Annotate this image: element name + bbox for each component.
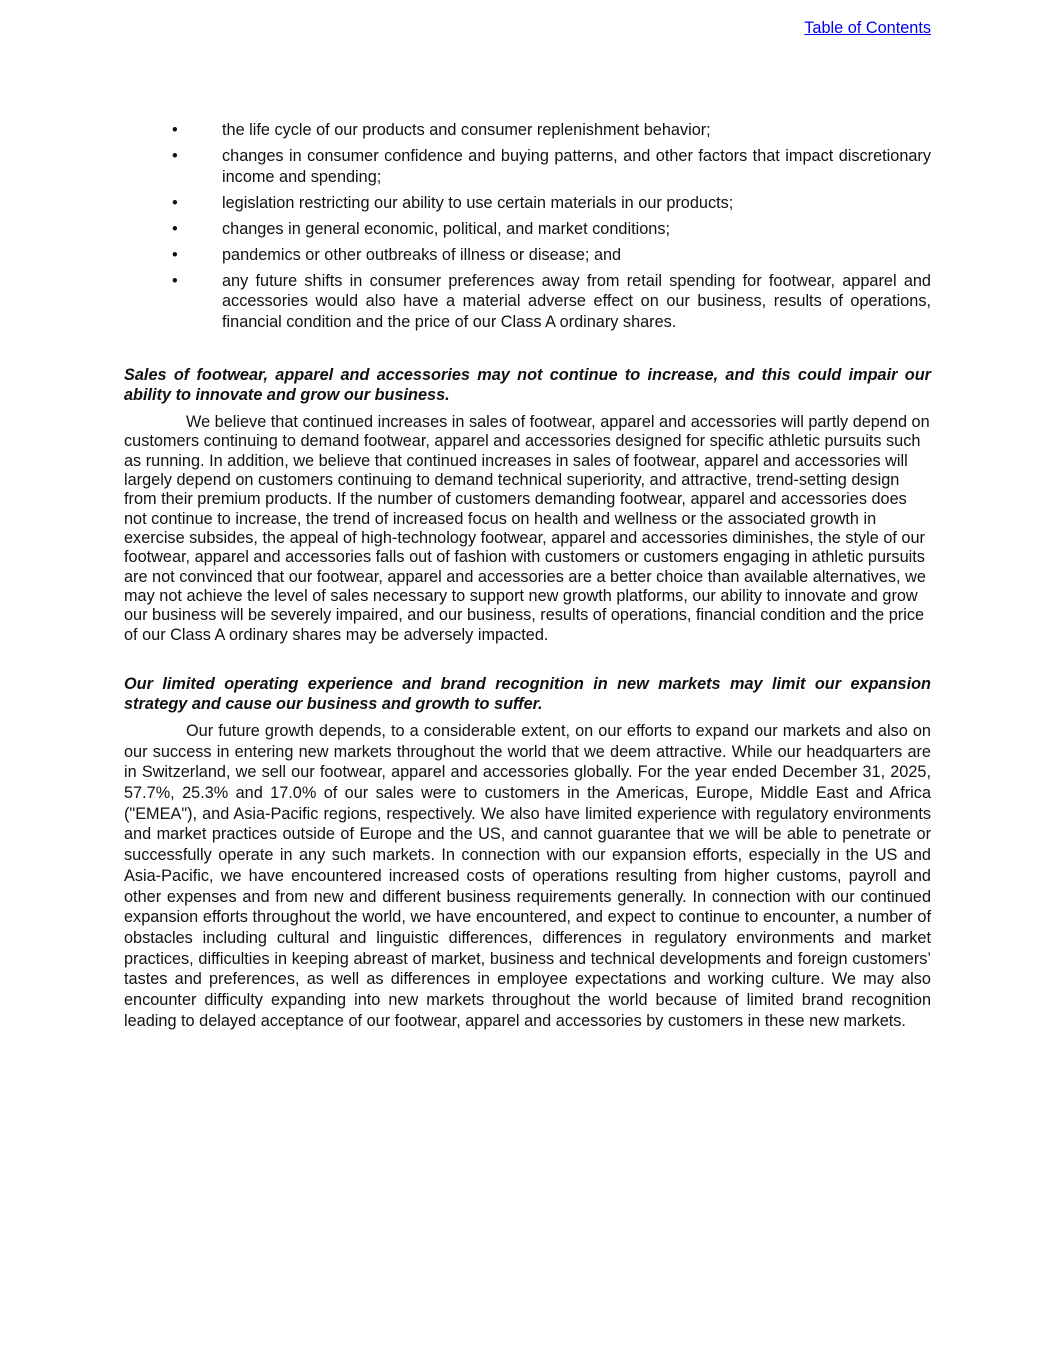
bullet-icon: •: [172, 271, 178, 290]
list-item: [124, 193, 931, 214]
list-item-text: changes in general economic, political, and market conditions;: [222, 219, 670, 238]
bullet-icon: •: [172, 245, 178, 264]
bullet-icon: •: [172, 121, 178, 139]
bullet-icon: •: [172, 147, 178, 165]
table-of-contents-link[interactable]: Table of Contents: [804, 19, 931, 37]
list-item: [124, 120, 931, 141]
list-item: [124, 245, 931, 266]
list-item-text: any future shifts in consumer preferences away from retail spending for footwear, apparel and accessories would also have a material adverse effect on our business, results of operations, financial condition and the price of our Class A ordinary shares.: [222, 271, 931, 332]
section-body-new-markets: Our future growth depends, to a considerable extent, on our efforts to expand our markets and also on our success in entering new markets throughout the world that we deem attractive. While our headquarters are in Switzerland, we sell our footwear, apparel and accessories globally. For the year ended December 31, 2025, 57.7%, 25.3% and 17.0% of our sales were to customers in the Americas, Europe, Middle East and Africa ("EMEA"), and Asia-Pacific regions, respectively. We also have limited experience with regulatory environments and market practices outside of Europe and the US, and cannot guarantee that we will be able to penetrate or successfully operate in any such markets. In connection with our expansion efforts, especially in the US and Asia-Pacific, we have encountered increased costs of operations resulting from higher customs, payroll and other expenses and from new and different business requirements generally. In connection with our continued expansion efforts throughout the world, we have encountered, and expect to continue to encounter, a number of obstacles including cultural and linguistic differences, differences in regulatory environments and market practices, difficulties in keeping abreast of market, business and technical developments and foreign customers’ tastes and preferences, as well as differences in employee expectations and working culture. We may also encounter difficulty expanding into new markets throughout the world because of limited brand recognition leading to delayed acceptance of our footwear, apparel and accessories by customers in these new markets.: [124, 721, 931, 1030]
bullet-icon: •: [172, 219, 178, 238]
list-item: [124, 219, 931, 240]
risk-factor-list: [124, 120, 931, 333]
list-item-text: pandemics or other outbreaks of illness or disease; and: [222, 245, 622, 264]
list-item-text: the life cycle of our products and consumer replenishment behavior;: [222, 121, 711, 139]
list-item: [124, 146, 931, 187]
bullet-icon: •: [172, 193, 178, 212]
list-item-text: legislation restricting our ability to use certain materials in our products;: [222, 193, 734, 212]
section-body-sales: We believe that continued increases in sales of footwear, apparel and accessories will partly depend on customers continuing to demand footwear, apparel and accessories designed for specific athletic pursuits such as running. In addition, we believe that continued increases in sales of footwear, apparel and accessories will largely depend on customers continuing to demand technical superiority, and attractive, trend-setting design from their premium products. If the number of customers demanding footwear, apparel and accessories does not continue to increase, the trend of increased focus on health and wellness or the associated growth in exercise subsides, the appeal of high-technology footwear, apparel and accessories diminishes, the style of our footwear, apparel and accessories falls out of fashion with customers or customers engaging in athletic pursuits are not convinced that our footwear, apparel and accessories are a better choice than available alternatives, we may not achieve the level of sales necessary to support new growth platforms, our ability to innovate and grow our business will be severely impaired, and our business, results of operations, financial condition and the price of our Class A ordinary shares may be adversely impacted.: [124, 412, 930, 644]
list-item: [124, 271, 931, 333]
section-heading-new-markets: Our limited operating experience and brand recognition in new markets may limit our expansion strategy and cause our business and growth to suffer.: [124, 674, 931, 714]
document-body: [124, 120, 931, 1031]
list-item-text: changes in consumer confidence and buying patterns, and other factors that impact discretionary income and spending;: [222, 147, 931, 186]
section-heading-sales: Sales of footwear, apparel and accessories may not continue to increase, and this could impair our ability to innovate and grow our business.: [124, 365, 931, 405]
